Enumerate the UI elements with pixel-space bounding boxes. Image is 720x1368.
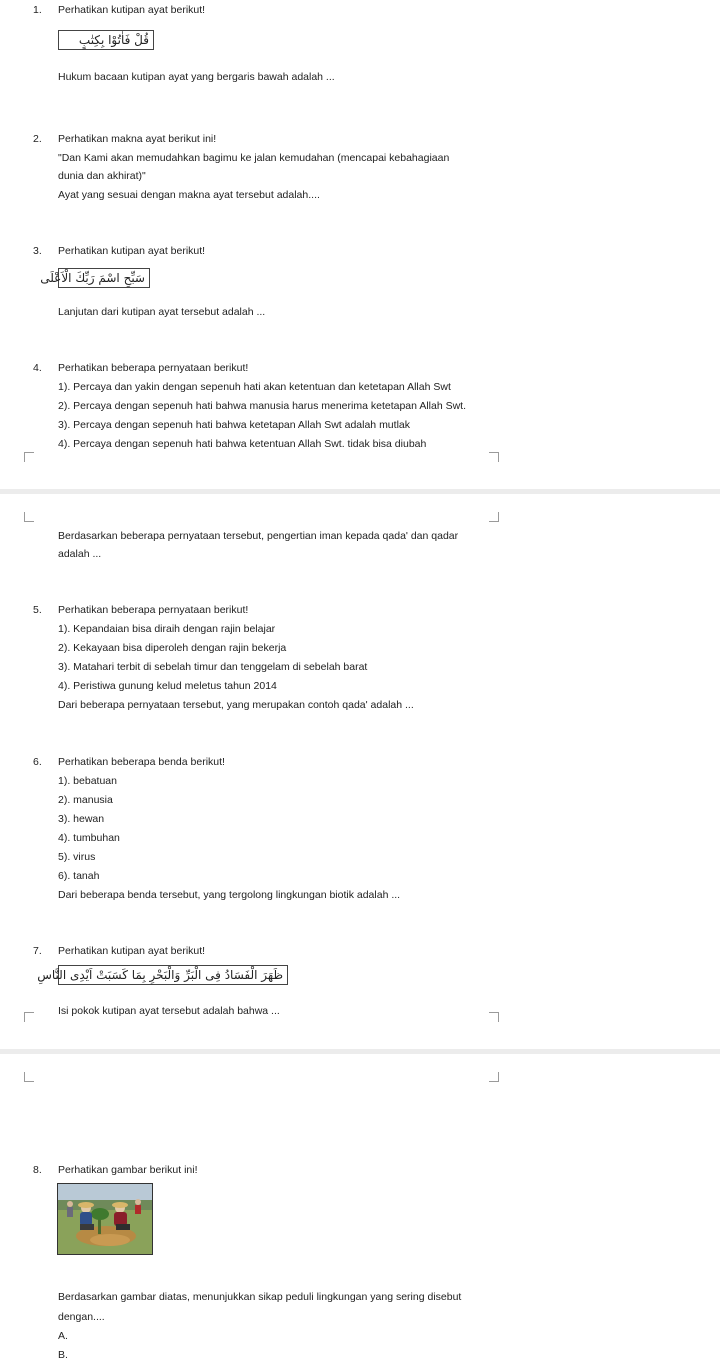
q8-question-line1: Berdasarkan gambar diatas, menunjukkan sikap peduli lingkungan yang sering disebut — [58, 1291, 462, 1303]
page-corner-mark — [24, 1072, 34, 1082]
q2-meaning-line1: "Dan Kami akan memudahkan bagimu ke jalan kemudahan (mencapai kebahagiaan — [58, 152, 450, 164]
q1-prompt: Perhatikan kutipan ayat berikut! — [58, 4, 206, 16]
q8-option-a: A. — [58, 1330, 68, 1342]
page-separator — [0, 1049, 720, 1054]
page-separator — [0, 489, 720, 494]
q6-question: Dari beberapa benda tersebut, yang tergolong lingkungan biotik adalah ... — [58, 889, 401, 901]
q6-item: 5). virus — [58, 851, 96, 863]
page-corner-mark — [489, 1012, 499, 1022]
q2-number: 2. — [33, 133, 42, 145]
q5-item: 1). Kepandaian bisa diraih dengan rajin belajar — [58, 623, 276, 635]
q4-item: 2). Percaya dengan sepenuh hati bahwa manusia harus menerima ketetapan Allah Swt. — [58, 400, 467, 412]
q4-number: 4. — [33, 362, 42, 374]
q5-question: Dari beberapa pernyataan tersebut, yang merupakan contoh qada' adalah ... — [58, 699, 414, 711]
tree-planting-photo — [57, 1183, 153, 1255]
q4-item: 1). Percaya dan yakin dengan sepenuh hati akan ketentuan dan ketetapan Allah Swt — [58, 381, 451, 393]
q1-number: 1. — [33, 4, 42, 16]
q4-question-line2: adalah ... — [58, 548, 102, 560]
q5-item: 4). Peristiwa gunung kelud meletus tahun 2014 — [58, 680, 277, 692]
q6-item: 3). hewan — [58, 813, 105, 825]
q8-number: 8. — [33, 1164, 42, 1176]
page-corner-mark — [24, 1012, 34, 1022]
q3-question: Lanjutan dari kutipan ayat tersebut adalah ... — [58, 306, 266, 318]
q3-arabic-verse: سَبِّحِ اسْمَ رَبِّكَ الْاَعْلَى — [58, 268, 150, 288]
page-corner-mark — [489, 1072, 499, 1082]
q6-item: 4). tumbuhan — [58, 832, 120, 844]
q2-meaning-line2: dunia dan akhirat)" — [58, 170, 146, 182]
q4-item: 4). Percaya dengan sepenuh hati bahwa ketentuan Allah Swt. tidak bisa diubah — [58, 438, 427, 450]
q8-option-b: B. — [58, 1349, 68, 1361]
tree-planting-photo-illustration — [58, 1184, 152, 1254]
q7-arabic-verse: ظَهَرَ الْفَسَادُ فِى الْبَرِّ وَالْبَحْرِ بِمَا كَسَبَتْ اَيْدِى النَّاسِ — [58, 965, 288, 985]
q7-prompt: Perhatikan kutipan ayat berikut! — [58, 945, 206, 957]
q5-prompt: Perhatikan beberapa pernyataan berikut! — [58, 604, 249, 616]
q1-arabic-verse: قُلْ فَاٰتُوْا بِكِتٰبٍ — [58, 30, 154, 50]
q3-prompt: Perhatikan kutipan ayat berikut! — [58, 245, 206, 257]
q6-item: 1). bebatuan — [58, 775, 117, 787]
q4-prompt: Perhatikan beberapa pernyataan berikut! — [58, 362, 249, 374]
q7-number: 7. — [33, 945, 42, 957]
q5-number: 5. — [33, 604, 42, 616]
q6-item: 6). tanah — [58, 870, 100, 882]
q6-number: 6. — [33, 756, 42, 768]
q2-question: Ayat yang sesuai dengan makna ayat tersebut adalah.... — [58, 189, 320, 201]
q7-question: Isi pokok kutipan ayat tersebut adalah bahwa ... — [58, 1005, 280, 1017]
q6-prompt: Perhatikan beberapa benda berikut! — [58, 756, 225, 768]
page-corner-mark — [489, 512, 499, 522]
q3-number: 3. — [33, 245, 42, 257]
page-corner-mark — [24, 512, 34, 522]
q6-item: 2). manusia — [58, 794, 113, 806]
page-corner-mark — [489, 452, 499, 462]
q8-question-line2: dengan.... — [58, 1311, 105, 1323]
q5-item: 2). Kekayaan bisa diperoleh dengan rajin bekerja — [58, 642, 287, 654]
q4-item: 3). Percaya dengan sepenuh hati bahwa ketetapan Allah Swt adalah mutlak — [58, 419, 410, 431]
q8-prompt: Perhatikan gambar berikut ini! — [58, 1164, 198, 1176]
q5-item: 3). Matahari terbit di sebelah timur dan tenggelam di sebelah barat — [58, 661, 368, 673]
q2-prompt: Perhatikan makna ayat berikut ini! — [58, 133, 217, 145]
page-corner-mark — [24, 452, 34, 462]
q1-question: Hukum bacaan kutipan ayat yang bergaris bawah adalah ... — [58, 71, 335, 83]
q4-question-line1: Berdasarkan beberapa pernyataan tersebut, pengertian iman kepada qada' dan qadar — [58, 530, 459, 542]
